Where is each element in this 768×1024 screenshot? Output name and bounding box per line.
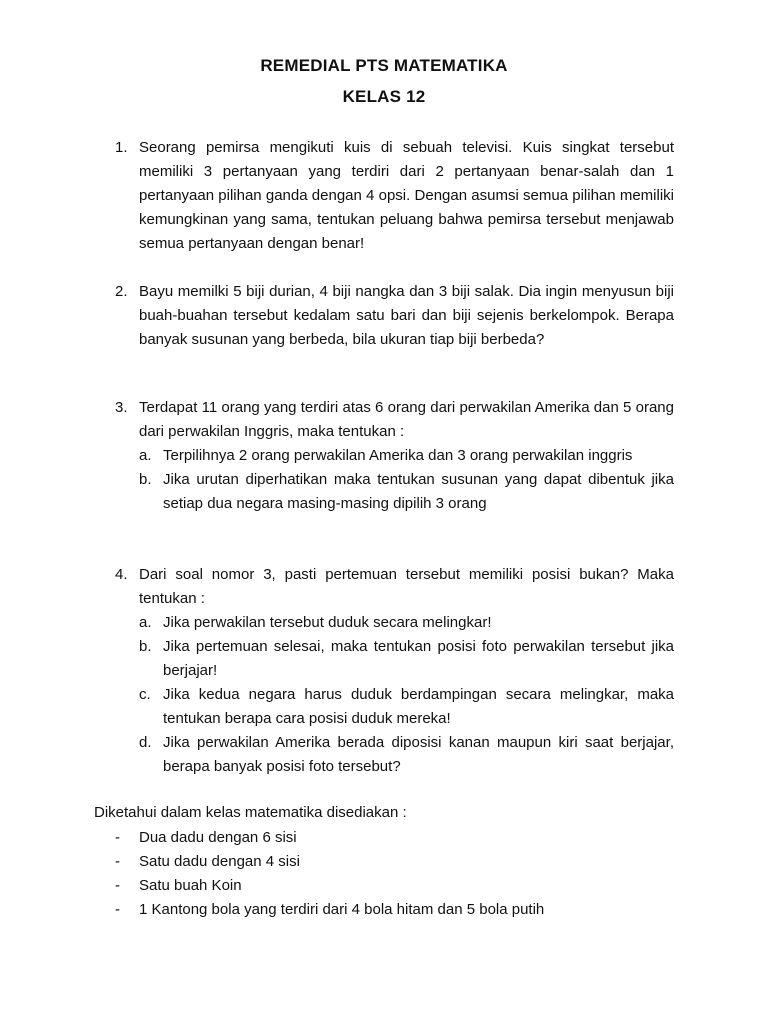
document-title: REMEDIAL PTS MATEMATIKA [260, 56, 508, 75]
question-text: Terdapat 11 orang yang terdiri atas 6 orang dari perwakilan Amerika dan 5 orang dari perwakilan Inggris, maka tentukan : [139, 399, 674, 440]
known-equipment-section [94, 801, 694, 922]
bullet-dash: - [115, 877, 120, 894]
question-number: 2. [115, 283, 128, 300]
sub-question-text: Jika kedua negara harus duduk berdampingan secara melingkar, maka tentukan berapa cara posisi duduk mereka! [163, 686, 674, 727]
sub-question-text: Terpilihnya 2 orang perwakilan Amerika dan 3 orang perwakilan inggris [163, 447, 633, 464]
question-number: 3. [115, 399, 128, 416]
question-1 [115, 136, 674, 256]
sub-question-d [139, 731, 674, 779]
question-text: Bayu memilki 5 biji durian, 4 biji nangka dan 3 biji salak. Dia ingin menyusun biji buah-buahan tersebut kedalam satu bari dan biji sejenis berkelompok. Berapa banyak susunan yang berbeda, bila ukuran tiap biji berbeda? [139, 283, 674, 348]
list-item-text: Dua dadu dengan 6 sisi [139, 829, 297, 846]
sub-question-a [139, 444, 674, 468]
question-4 [115, 563, 674, 779]
question-2 [115, 280, 674, 352]
sub-question-letter: d. [139, 734, 152, 751]
document-subtitle-class: KELAS 12 [342, 87, 426, 106]
sub-question-letter: c. [139, 686, 151, 703]
list-item [94, 826, 694, 850]
question-3 [115, 396, 674, 516]
list-item-text: 1 Kantong bola yang terdiri dari 4 bola hitam dan 5 bola putih [139, 901, 545, 918]
known-equipment-list [94, 826, 694, 922]
sub-question-letter: b. [139, 471, 152, 488]
sub-question-a [139, 611, 674, 635]
list-item-text: Satu dadu dengan 4 sisi [139, 853, 300, 870]
list-item [94, 898, 694, 922]
question-text: Seorang pemirsa mengikuti kuis di sebuah televisi. Kuis singkat tersebut memiliki 3 pertanyaan yang terdiri dari 2 pertanyaan benar-salah dan 1 pertanyaan pilihan ganda dengan 4 opsi. Dengan asumsi semua pilihan memiliki kemungkinan yang sama, tentukan peluang bahwa pemirsa tersebut menjawab semua pertanyaan dengan benar! [139, 139, 674, 252]
sub-question-b [139, 468, 674, 516]
list-item-text: Satu buah Koin [139, 877, 242, 894]
list-item [94, 874, 694, 898]
list-item [94, 850, 694, 874]
sub-question-text: Jika perwakilan tersebut duduk secara melingkar! [163, 614, 492, 631]
sub-question-letter: a. [139, 447, 152, 464]
sub-question-b [139, 635, 674, 683]
sub-question-c [139, 683, 674, 731]
question-number: 1. [115, 139, 128, 156]
known-heading: Diketahui dalam kelas matematika disediakan : [94, 804, 407, 821]
sub-question-text: Jika perwakilan Amerika berada diposisi kanan maupun kiri saat berjajar, berapa banyak posisi foto tersebut? [163, 734, 674, 775]
sub-question-letter: b. [139, 638, 152, 655]
bullet-dash: - [115, 853, 120, 870]
question-number: 4. [115, 566, 128, 583]
bullet-dash: - [115, 901, 120, 918]
bullet-dash: - [115, 829, 120, 846]
question-text: Dari soal nomor 3, pasti pertemuan tersebut memiliki posisi bukan? Maka tentukan : [139, 566, 674, 607]
sub-question-letter: a. [139, 614, 152, 631]
sub-question-text: Jika urutan diperhatikan maka tentukan susunan yang dapat dibentuk jika setiap dua negara masing-masing dipilih 3 orang [163, 471, 674, 512]
sub-question-text: Jika pertemuan selesai, maka tentukan posisi foto perwakilan tersebut jika berjajar! [163, 638, 674, 679]
